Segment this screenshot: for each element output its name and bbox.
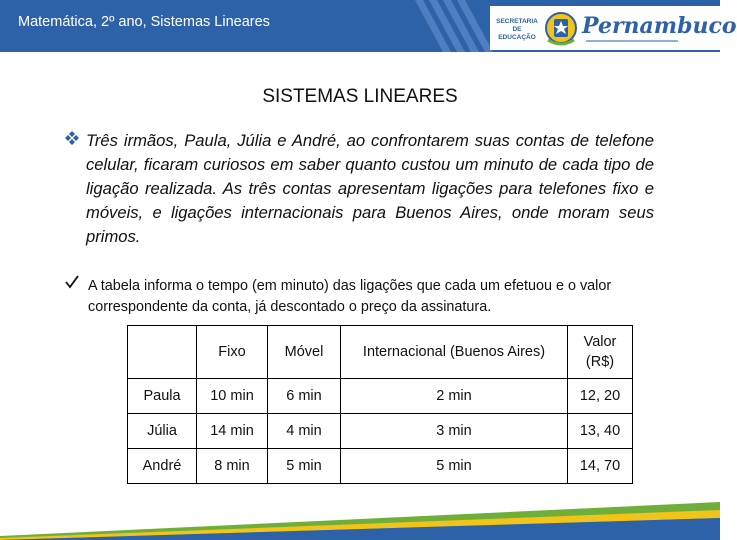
paragraph-problem-statement: Três irmãos, Paula, Júlia e André, ao confrontarem suas contas de telefone celular, ficaram curiosos em saber quanto custou um minuto de cada tipo de ligação realizada. As três contas apresentam ligações para telefones fixo e móveis, e ligações internacionais para Buenos Aires, onde moram seus primos. [86,131,654,246]
slide-title: SISTEMAS LINEARES [262,86,458,107]
table-header-row [128,326,633,379]
header-title: Matemática, 2º ano, Sistemas Lineares [18,14,270,30]
table-cell-name: Paula [128,379,197,414]
seduc-logo-line-1: SECRETARIA [496,18,538,25]
table-header-empty [128,326,197,379]
table-row [128,449,633,484]
paragraph-table-description: A tabela informa o tempo (em minuto) das ligações que cada um efetuou e o valor correspondente da conta, já descontado o preço da assinatura. [88,278,612,315]
table-header-valor-line-1: Valor [583,334,617,350]
table-header-fixo: Fixo [197,326,268,379]
table-header-internacional: Internacional (Buenos Aires) [341,326,568,379]
table-cell-internacional: 5 min [341,449,568,484]
table-cell-fixo: 10 min [197,379,268,414]
table-cell-valor: 13, 40 [568,414,633,449]
state-crest-icon [544,8,578,48]
table-header-valor-line-2: (R$) [585,354,615,370]
table-cell-movel: 5 min [268,449,341,484]
state-logo-text: Pernambuco [582,13,737,39]
checkmark-bullet-icon [64,274,80,295]
table-cell-valor: 14, 70 [568,449,633,484]
table-cell-movel: 6 min [268,379,341,414]
table-cell-fixo: 14 min [197,414,268,449]
calls-table [127,325,633,484]
table-cell-movel: 4 min [268,414,341,449]
table-cell-internacional: 2 min [341,379,568,414]
table-cell-name: André [128,449,197,484]
diamond-bullet-icon [64,130,80,149]
diagonal-stripes-decoration [415,0,495,52]
table-cell-internacional: 3 min [341,414,568,449]
table-row [128,379,633,414]
seduc-logo-line-2: DE EDUCAÇÃO [498,26,536,41]
table-cell-fixo: 8 min [197,449,268,484]
table-cell-name: Júlia [128,414,197,449]
header-bar [0,0,737,52]
table-header-valor [568,326,633,379]
table-header-movel: Móvel [268,326,341,379]
logos-area [490,6,737,50]
table-cell-valor: 12, 20 [568,379,633,414]
state-logo-underline [586,40,678,42]
footer-stripes-decoration [0,496,720,540]
seduc-logo [494,18,540,42]
table-row [128,414,633,449]
